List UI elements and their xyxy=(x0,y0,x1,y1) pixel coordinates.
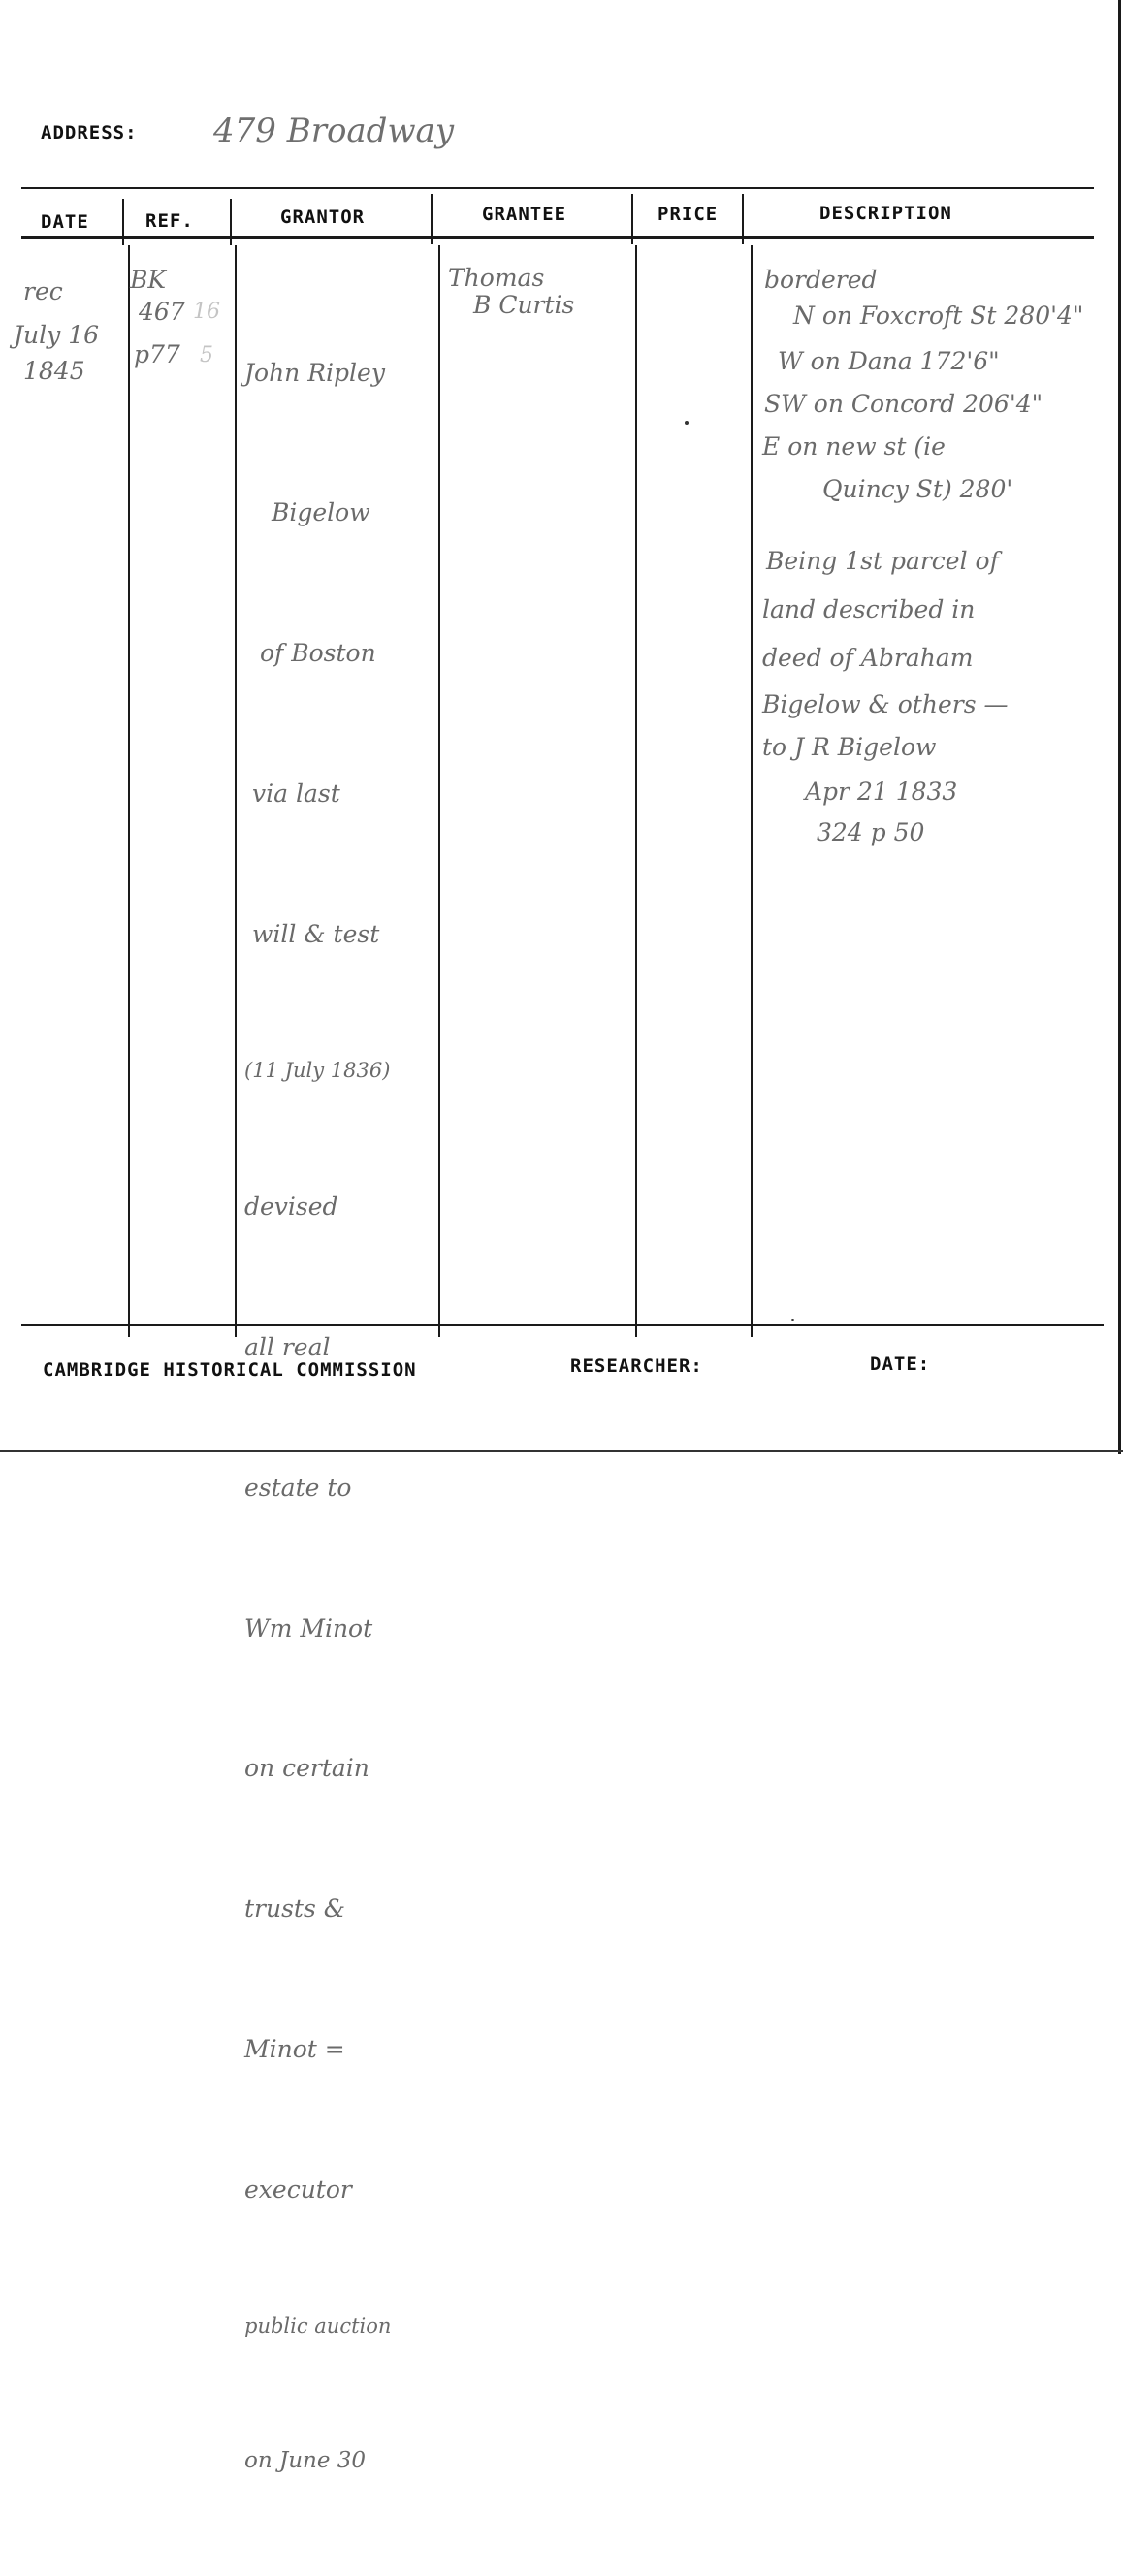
ink-dot xyxy=(791,1319,794,1321)
grantor-line: John Ripley xyxy=(244,358,385,387)
footer-org: CAMBRIDGE HISTORICAL COMMISSION xyxy=(43,1359,417,1381)
grantor-line: devised xyxy=(244,1193,338,1222)
column-header-grantee: GRANTEE xyxy=(482,204,567,225)
date-line-2: July 16 xyxy=(14,321,100,349)
grantor-line: executor xyxy=(244,2175,352,2204)
column-header-ref: REF. xyxy=(145,210,194,232)
grantor-text xyxy=(244,256,391,2576)
ink-dot xyxy=(685,421,689,425)
grantor-line: Bigelow xyxy=(272,498,370,527)
grantor-line: public auction xyxy=(244,2314,392,2338)
description-line-7: Being 1st parcel of xyxy=(766,547,999,575)
date-line-3: 1845 xyxy=(23,357,85,385)
description-line-8: land described in xyxy=(762,595,976,623)
page-edge-bottom xyxy=(0,1450,1123,1452)
description-line-9: deed of Abraham xyxy=(762,644,974,672)
grantor-line: on certain xyxy=(244,1754,369,1783)
grantor-line: estate to xyxy=(244,1473,352,1502)
description-line-10: Bigelow & others — xyxy=(762,690,1009,718)
grantor-line: all real xyxy=(244,1333,331,1362)
col-divider-1-body xyxy=(128,245,130,1337)
column-header-description: DESCRIPTION xyxy=(819,203,952,224)
description-line-13: 324 p 50 xyxy=(817,818,925,846)
description-line-1: bordered xyxy=(764,266,878,294)
address-label: ADDRESS: xyxy=(41,122,138,143)
grantor-line: trusts & xyxy=(244,1894,346,1924)
grantee-line-2: B Curtis xyxy=(473,291,575,319)
column-header-grantor: GRANTOR xyxy=(280,207,366,228)
col-divider-4 xyxy=(631,194,633,244)
table-bottom-rule xyxy=(21,1324,1104,1326)
description-line-12: Apr 21 1833 xyxy=(805,778,958,806)
table-top-rule xyxy=(21,187,1094,189)
grantor-line: will & test xyxy=(252,919,380,948)
date-line-1: rec xyxy=(23,277,63,305)
column-header-date: DATE xyxy=(41,211,89,233)
col-divider-3-body xyxy=(438,245,440,1337)
header-bottom-rule xyxy=(21,236,1094,239)
col-divider-2 xyxy=(230,199,232,245)
researcher-label: RESEARCHER: xyxy=(570,1355,703,1377)
date-label: DATE: xyxy=(870,1353,931,1375)
page-edge xyxy=(1118,0,1121,1454)
description-line-5: E on new st (ie xyxy=(762,432,946,461)
col-divider-5 xyxy=(742,194,744,244)
description-line-2: N on Foxcroft St 280'4" xyxy=(793,302,1084,330)
description-line-6: Quincy St) 280' xyxy=(822,475,1013,503)
ref-faint-1: 16 xyxy=(193,300,220,324)
ref-faint-2: 5 xyxy=(200,343,213,367)
column-header-price: PRICE xyxy=(658,204,719,225)
col-divider-3 xyxy=(431,194,433,244)
grantor-line: on June 30 xyxy=(244,2448,367,2474)
grantor-line: via last xyxy=(252,779,340,808)
col-divider-5-body xyxy=(751,245,753,1337)
address-value: 479 Broadway xyxy=(213,111,455,150)
grantor-line: Minot = xyxy=(244,2034,345,2063)
ref-line-3: p77 xyxy=(134,340,180,368)
ref-line-1: BK xyxy=(130,266,167,294)
grantee-line-1: Thomas xyxy=(448,264,545,292)
col-divider-2-body xyxy=(235,245,237,1337)
description-line-3: W on Dana 172'6" xyxy=(778,347,1000,375)
col-divider-4-body xyxy=(635,245,637,1337)
description-line-11: to J R Bigelow xyxy=(762,733,937,761)
col-divider-1 xyxy=(122,199,124,245)
grantor-line: (11 July 1836) xyxy=(244,1059,391,1083)
ref-line-2: 467 xyxy=(139,298,185,326)
description-line-4: SW on Concord 206'4" xyxy=(764,390,1043,418)
grantor-line: Wm Minot xyxy=(244,1613,373,1642)
grantor-line: of Boston xyxy=(260,639,376,667)
